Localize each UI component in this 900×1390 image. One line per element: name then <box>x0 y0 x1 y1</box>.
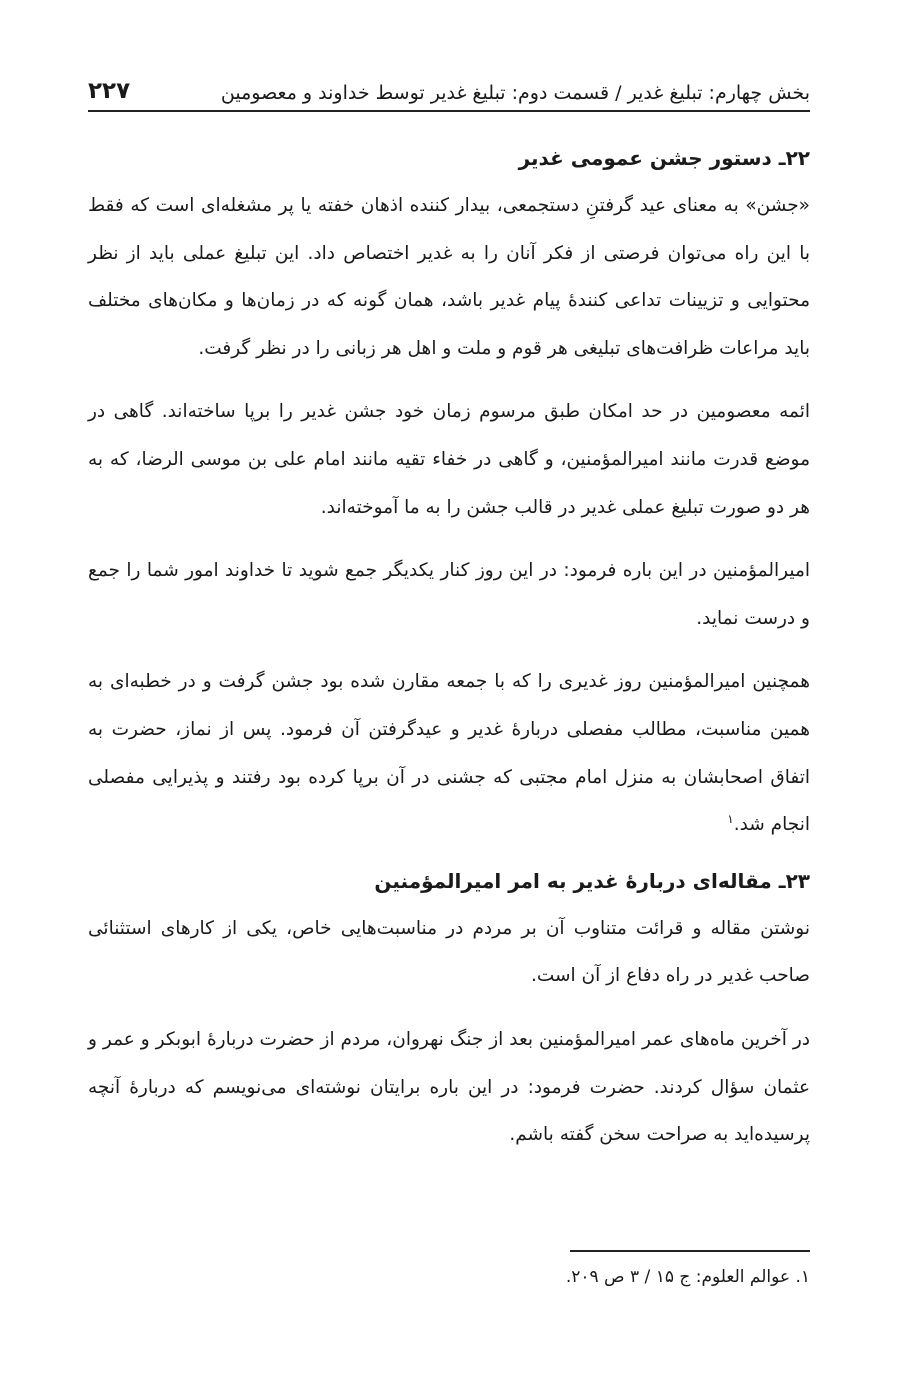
paragraph: در آخرین ماه‌های عمر امیرالمؤمنین بعد از جنگ نهروان، مردم از حضرت دربارهٔ ابوبکر و عمر و عثمان سؤال کردند. حضرت فرمود: در این باره برایتان نوشته‌ای می‌نویسم که دربارهٔ آنچه پرسیده‌اید به صراحت سخن گفته باشم. <box>88 1028 810 1146</box>
page-number: ۲۲۷ <box>88 78 131 104</box>
paragraph-with-footnote <box>88 658 810 848</box>
footnote-reference[interactable]: ۱ <box>727 811 734 826</box>
paragraph: نوشتن مقاله و قرائت متناوب آن بر مردم در مناسبت‌هایی خاص، یکی از کارهای استثنائی صاحب غدیر در راه دفاع از آن است. <box>88 917 810 987</box>
section-heading-23: ۲۳ـ مقاله‌ای دربارهٔ غدیر به امر امیرالمؤمنین <box>374 868 810 893</box>
section-heading-22: ۲۲ـ دستور جشن عمومی غدیر <box>518 146 810 170</box>
paragraph-text: همچنین امیرالمؤمنین روز غدیری را که با جمعه مقارن شده بود جشن گرفت و در خطبه‌ای به همین مناسبت، مطالب مفصلی دربارهٔ غدیر و عیدگرفتن آن فرمود. پس از نماز، حضرت به اتفاق اصحابشان به منزل امام مجتبی که جشنی در آن برپا کرده بود رفتند و پذیرایی مفصلی انجام شد. <box>88 671 810 836</box>
page-header <box>88 62 810 112</box>
paragraph: ائمه معصومین در حد امکان طبق مرسوم زمان خود جشن غدیر را برپا ساخته‌اند. گاهی در موضع قدرت مانند امیرالمؤمنین، و گاهی در خفاء تقیه مانند امام علی بن موسی الرضا، که به هر دو صورت تبلیغ عملی غدیر در قالب جشن را به ما آموخته‌اند. <box>88 401 810 518</box>
paragraph: «جشن» به معنای عید گرفتنِ دستجمعی، بیدار کننده اذهان خفته یا پر مشغله‌ای است که فقط با این راه می‌توان فرصتی از فکر آنان را به غدیر اختصاص داد. این تبلیغ عملی باید از نظر محتوایی و تزیینات تداعی کنندهٔ پیام غدیر باشد، همان گونه که در زمان‌ها و مکان‌های مختلف باید مراعات ظرافت‌های تبلیغی هر قوم و ملت و اهل هر زبانی را در نظر گرفت. <box>88 195 810 359</box>
book-page <box>88 62 810 1287</box>
running-title: بخش چهارم: تبلیغ غدیر / قسمت دوم: تبلیغ غدیر توسط خداوند و معصومین <box>220 82 810 104</box>
paragraph: امیرالمؤمنین در این باره فرمود: در این روز کنار یکدیگر جمع شوید تا خداوند امور شما را جمع و درست نماید. <box>88 560 810 629</box>
footnote-separator <box>570 1250 810 1252</box>
footnote: ۱. عوالم العلوم: ج ۱۵ / ۳ ص ۲۰۹. <box>565 1267 810 1287</box>
